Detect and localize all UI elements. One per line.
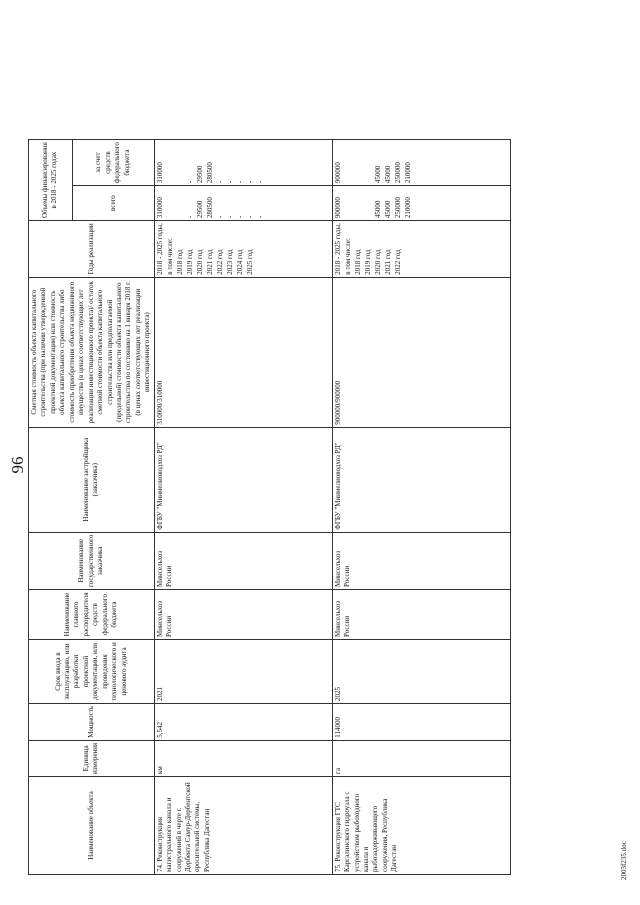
col-header-unit: Единица измерения <box>29 740 155 776</box>
customer-cell: Минсельхоз России <box>154 532 332 589</box>
investment-objects-table <box>28 139 511 875</box>
total-value: 45000 <box>373 200 382 219</box>
chief-manager-cell: Минсельхоз России <box>154 590 332 640</box>
row-number: 75. <box>333 863 342 872</box>
total-value: 29500 <box>195 200 204 219</box>
total-value <box>176 188 186 218</box>
total-value: - <box>245 215 254 219</box>
col-header-capacity: Мощность <box>29 704 155 741</box>
year-line: 2019 год <box>363 249 372 275</box>
federal-value: - <box>215 180 224 184</box>
federal-value: 210000 <box>403 162 412 184</box>
col-header-developer: Наименование застройщика (заказчика) <box>29 427 155 532</box>
year-line: 2020 год <box>373 249 382 275</box>
year-line: 2025 год <box>245 249 254 275</box>
total-value: - <box>255 215 264 219</box>
federal-value: 900000 <box>333 162 342 184</box>
year-line: 2018 год <box>353 249 362 275</box>
federal-value <box>364 142 374 183</box>
year-line: 2021 год <box>383 249 392 275</box>
table-header-row <box>29 140 73 875</box>
col-header-years: Годы реализации <box>29 221 155 278</box>
total-value: 210000 <box>403 197 412 219</box>
total-value: - <box>185 215 194 219</box>
col-header-federal: за счет средств федерального бюджета <box>72 140 154 186</box>
federal-value: 280500 <box>205 162 214 184</box>
estimated-cost-cell: 900000/900000 <box>332 277 510 427</box>
total-value: 900000 <box>333 197 342 219</box>
year-line: 2022 год <box>215 249 224 275</box>
deadline-cell: 2025 <box>332 640 510 704</box>
federal-value <box>354 142 364 183</box>
total-value <box>344 188 354 218</box>
total-value: - <box>235 215 244 219</box>
year-line: 2018 - 2025 годы, <box>333 223 342 275</box>
year-line: 2018 год <box>175 249 184 275</box>
object-name: Реконструкция магистрального канала и сооружений в черте г. Дербента Самур-Дербентской оросительной системы, Республика Дагестан <box>155 782 211 872</box>
federal-value: - <box>235 180 244 184</box>
customer-cell: Минсельхоз России <box>332 532 510 589</box>
total-value <box>364 188 374 218</box>
federal-value: - <box>245 180 254 184</box>
chief-manager-cell: Минсельхоз России <box>332 590 510 640</box>
total-cell <box>154 186 332 221</box>
developer-cell: ФГБУ "Минмелиоводхоз РД" <box>154 427 332 532</box>
total-value: 250000 <box>393 197 402 219</box>
year-line: 2020 год <box>195 249 204 275</box>
federal-value: 29500 <box>195 165 204 184</box>
federal-value <box>344 142 354 183</box>
object-name-cell <box>154 777 332 875</box>
federal-value: - <box>255 180 264 184</box>
year-line: 2021 год <box>205 249 214 275</box>
col-header-chief-manager: Наименование главного распорядителя средств федерального бюджета <box>29 590 155 640</box>
object-name-cell <box>332 777 510 875</box>
rotated-landscape-sheet <box>0 25 640 885</box>
col-header-name: Наименование объекта <box>29 777 155 875</box>
row-number: 74. <box>155 863 164 872</box>
year-line: 2018 - 2025 годы, <box>155 223 164 275</box>
total-value: 310000 <box>155 197 164 219</box>
col-header-estimated-cost: Сметная стоимость объекта капитального строительства (при наличии утвержденной проектной документации) или стоимость объекта капитального строительства либо стоимость приобретения объекта недвижимого имущества (в ценах соответствующих лет реализации инвестиционного проекта)/ остаток сметной стоимости объекта капитального строительства или предполагаемой (предельной) стоимости объекта капитального строительства по состоянию на 1 января 2018 г. (в ценах соответствующих лет реализации инвестиционного проекта) <box>29 277 155 427</box>
year-line: 2023 год <box>225 249 234 275</box>
federal-value: 45000 <box>373 165 382 184</box>
developer-cell: ФГБУ "Минмелиоводхоз РД" <box>332 427 510 532</box>
federal-value <box>166 142 176 183</box>
federal-value: 45000 <box>383 165 392 184</box>
object-name: Реконструкция ГТС Каргалинского гидроузла с устройством рыбоходного канала и рыбозадерживающего сооружения, Республика Дагестан <box>333 791 399 872</box>
year-line: в том числе: <box>165 238 174 275</box>
estimated-cost-cell: 310000/310000 <box>154 277 332 427</box>
federal-cell <box>154 140 332 186</box>
unit-cell: км <box>154 740 332 776</box>
federal-cell <box>332 140 510 186</box>
unit-cell: га <box>332 740 510 776</box>
years-cell <box>154 221 332 278</box>
capacity-cell: 5,542 <box>154 704 332 741</box>
federal-value: 250000 <box>393 162 402 184</box>
document-footer-filename: 2003f235.doc <box>620 841 628 880</box>
deadline-cell: 2021 <box>154 640 332 704</box>
col-header-customer: Наименование государственного заказчика <box>29 532 155 589</box>
year-line: 2024 год <box>235 249 244 275</box>
federal-value: 310000 <box>155 162 164 184</box>
federal-value <box>176 142 186 183</box>
col-header-total: всего <box>72 186 154 221</box>
total-value: - <box>225 215 234 219</box>
total-value: 45000 <box>383 200 392 219</box>
col-header-deadline: Срок ввода в эксплуатацию, или разработки проектной документации, или проведения технологического и ценового аудита <box>29 640 155 704</box>
total-value: 280500 <box>205 197 214 219</box>
year-line: 2019 год <box>185 249 194 275</box>
total-value <box>166 188 176 218</box>
table-row <box>332 140 510 875</box>
year-line: 2022 год <box>393 249 402 275</box>
federal-value: - <box>185 180 194 184</box>
col-header-financing: Объемы финансирования в 2018 - 2025 годах <box>29 140 73 221</box>
total-value <box>354 188 364 218</box>
federal-value: - <box>225 180 234 184</box>
year-line: в том числе: <box>343 238 352 275</box>
capacity-cell: 114000 <box>332 704 510 741</box>
total-value: - <box>215 215 224 219</box>
total-cell <box>332 186 510 221</box>
table-row <box>154 140 332 875</box>
page-number: 96 <box>8 456 27 474</box>
years-cell <box>332 221 510 278</box>
